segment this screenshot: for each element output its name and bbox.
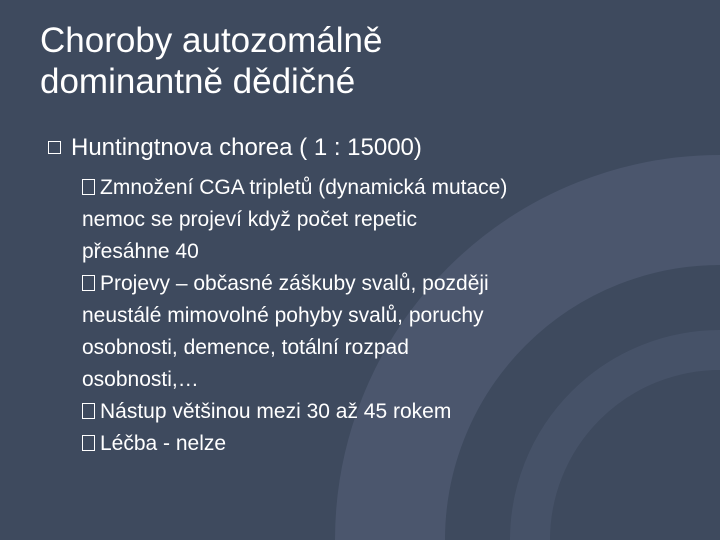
missing-glyph-icon bbox=[82, 435, 95, 451]
missing-glyph-icon bbox=[82, 275, 95, 291]
sub-bullet-line: Léčba - nelze bbox=[100, 432, 227, 455]
sub-bullet bbox=[82, 428, 642, 460]
sub-bullet-line: osobnosti,… bbox=[82, 368, 199, 391]
title-line-2: dominantně dědičné bbox=[40, 62, 356, 101]
slide-title bbox=[40, 20, 680, 102]
missing-glyph-icon bbox=[82, 179, 95, 195]
sub-bullet-list bbox=[82, 172, 642, 460]
sub-bullet-line: Zmnožení CGA tripletů (dynamická mutace) bbox=[100, 176, 508, 199]
missing-glyph-icon bbox=[82, 403, 95, 419]
sub-bullet-line: Projevy – občasné záškuby svalů, později bbox=[100, 272, 489, 295]
sub-bullet-line: osobnosti, demence, totální rozpad bbox=[82, 336, 409, 359]
bullet-square-icon bbox=[48, 141, 61, 154]
title-line-1: Choroby autozomálně bbox=[40, 21, 383, 60]
sub-bullet-line: přesáhne 40 bbox=[82, 240, 199, 263]
sub-bullet bbox=[82, 396, 642, 428]
main-bullet bbox=[48, 133, 422, 163]
main-bullet-text: Huntingtnova chorea ( 1 : 15000) bbox=[71, 134, 422, 161]
sub-bullet bbox=[82, 268, 642, 396]
sub-bullet-line: nemoc se projeví když počet repetic bbox=[82, 208, 417, 231]
sub-bullet-line: Nástup většinou mezi 30 až 45 rokem bbox=[100, 400, 452, 423]
sub-bullet bbox=[82, 172, 642, 268]
sub-bullet-line: neustálé mimovolné pohyby svalů, poruchy bbox=[82, 304, 484, 327]
